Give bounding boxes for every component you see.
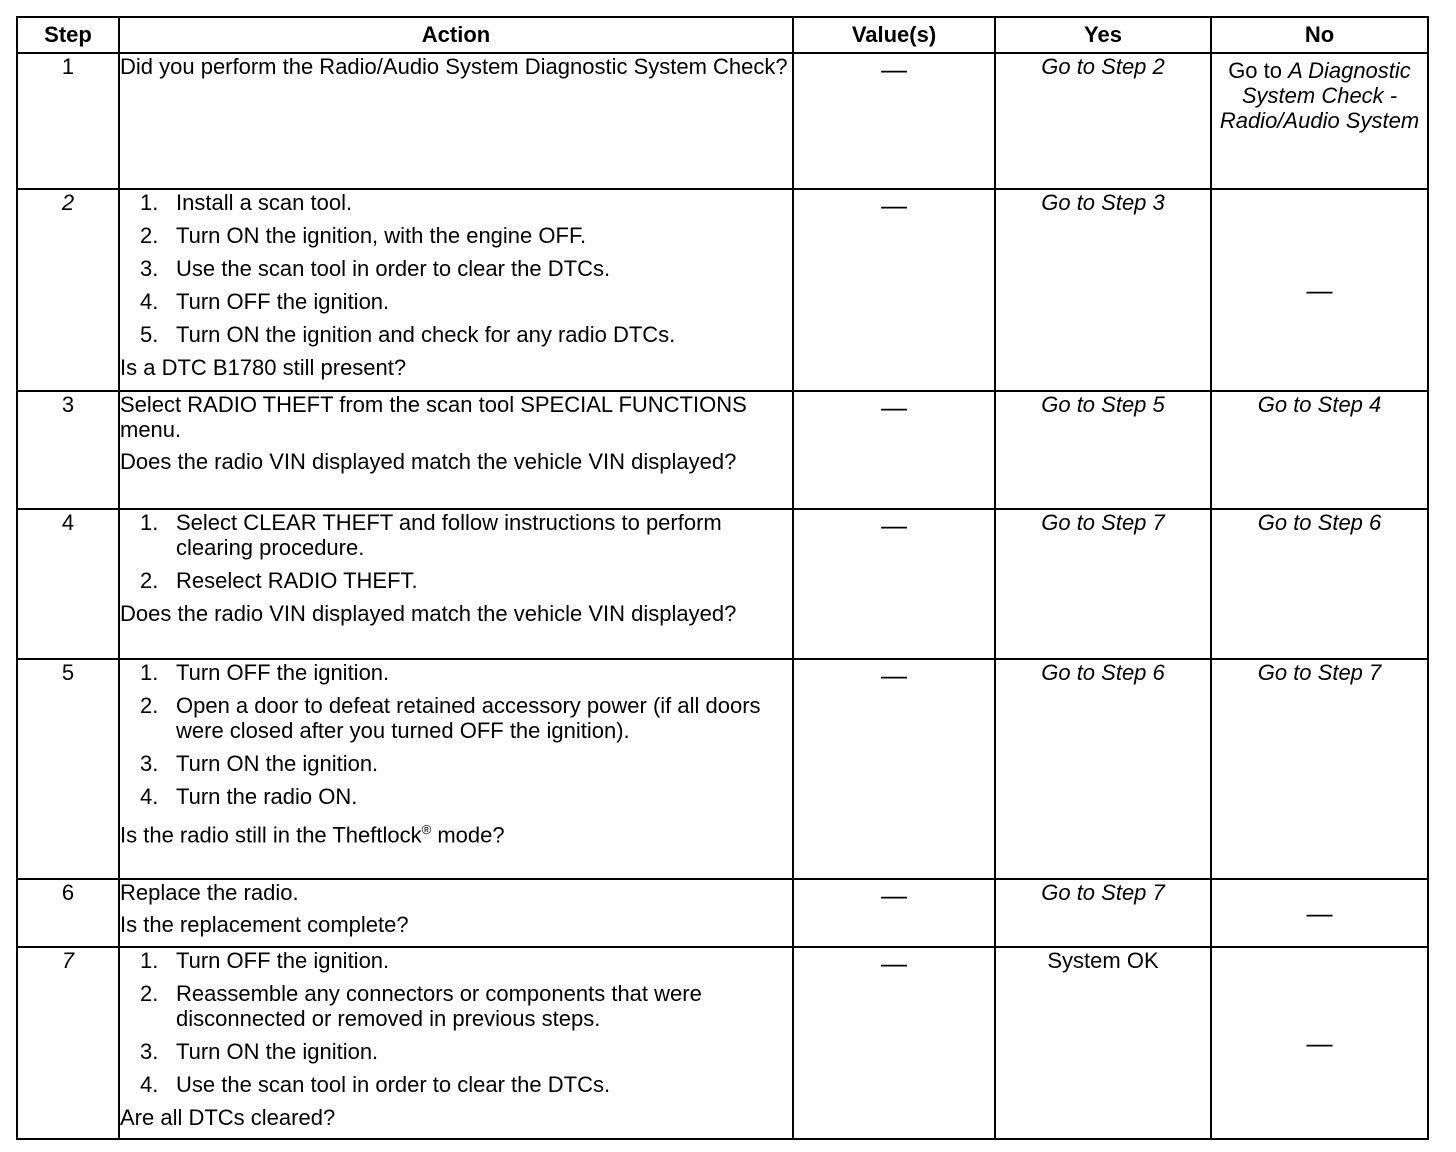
header-step: Step [17,17,119,53]
question-text: Are all DTCs cleared? [120,1105,336,1130]
yes-cell: Go to Step 6 [995,659,1211,879]
table-row [17,189,1428,391]
list-item: 2. Reselect RADIO THEFT. [140,568,418,593]
action-cell [119,659,793,879]
list-item: 1. Install a scan tool. [140,190,353,215]
no-cell: Go to Step 7 [1211,659,1428,879]
list-item: 3. Turn ON the ignition. [140,1039,379,1064]
yes-cell: Go to Step 5 [995,391,1211,509]
procedure-list [120,660,792,809]
table-row [17,509,1428,659]
question-text: Does the radio VIN displayed match the vehicle VIN displayed? [120,601,737,626]
list-item: 2. Turn ON the ignition, with the engine OFF. [140,223,587,248]
list-item: 3. Use the scan tool in order to clear the DTCs. [140,256,611,281]
step-number: 7 [17,947,119,1139]
value-cell: — [793,53,995,189]
diagnostic-table [16,16,1429,1140]
no-cell: — [1211,189,1428,391]
yes-cell: Go to Step 2 [995,53,1211,189]
step-number: 3 [17,391,119,509]
no-prefix: Go to [1228,58,1289,83]
header-no: No [1211,17,1428,53]
no-link-text: A Diagnostic System Check - Radio/Audio System [1219,58,1420,133]
list-item: 1. Turn OFF the ignition. [140,948,390,973]
question-text: Is the replacement complete? [120,912,409,937]
list-item: 4. Turn OFF the ignition. [140,289,390,314]
table-row [17,659,1428,879]
step-number: 5 [17,659,119,879]
action-cell [119,947,793,1139]
question-text: Is a DTC B1780 still present? [120,355,407,380]
table-row [17,53,1428,189]
header-action: Action [119,17,793,53]
action-cell [119,391,793,509]
list-item: 2. Reassemble any connectors or components that were disconnected or removed in previous steps. [140,981,702,1031]
procedure-list [120,948,792,1097]
table-row [17,879,1428,947]
no-cell: — [1211,947,1428,1139]
no-cell: — [1211,879,1428,947]
yes-cell: System OK [995,947,1211,1139]
list-item: 2. Open a door to defeat retained accessory power (if all doors were closed after you turned OFF the ignition). [140,693,761,743]
action-cell [119,509,793,659]
action-text: Replace the radio. [120,880,299,905]
step-number: 4 [17,509,119,659]
step-number: 1 [17,53,119,189]
header-yes: Yes [995,17,1211,53]
action-text: Did you perform the Radio/Audio System Diagnostic System Check? [120,54,788,79]
list-item: 5. Turn ON the ignition and check for any radio DTCs. [140,322,676,347]
action-cell [119,53,793,189]
action-cell [119,879,793,947]
step-number: 6 [17,879,119,947]
no-cell [1211,53,1428,189]
step-number: 2 [17,189,119,391]
value-cell: — [793,947,995,1139]
yes-cell: Go to Step 7 [995,879,1211,947]
value-cell: — [793,189,995,391]
value-cell: — [793,659,995,879]
procedure-list [120,190,792,347]
list-item: 4. Turn the radio ON. [140,784,358,809]
value-cell: — [793,879,995,947]
list-item: 3. Turn ON the ignition. [140,751,379,776]
value-cell: — [793,391,995,509]
action-text: Select RADIO THEFT from the scan tool SPECIAL FUNCTIONS menu. [120,392,747,442]
registered-mark: ® [421,822,432,837]
header-row [17,17,1428,53]
header-values: Value(s) [793,17,995,53]
table-row [17,391,1428,509]
procedure-list [120,510,792,593]
yes-cell: Go to Step 3 [995,189,1211,391]
value-cell: — [793,509,995,659]
list-item: 1. Select CLEAR THEFT and follow instructions to perform clearing procedure. [140,510,722,560]
list-item: 4. Use the scan tool in order to clear the DTCs. [140,1072,611,1097]
action-cell [119,189,793,391]
table-row [17,947,1428,1139]
no-cell: Go to Step 4 [1211,391,1428,509]
question-text: Is the radio still in the Theftlock® mode? [120,822,505,848]
list-item: 1. Turn OFF the ignition. [140,660,390,685]
question-text: Does the radio VIN displayed match the vehicle VIN displayed? [120,449,737,474]
no-cell: Go to Step 6 [1211,509,1428,659]
yes-cell: Go to Step 7 [995,509,1211,659]
